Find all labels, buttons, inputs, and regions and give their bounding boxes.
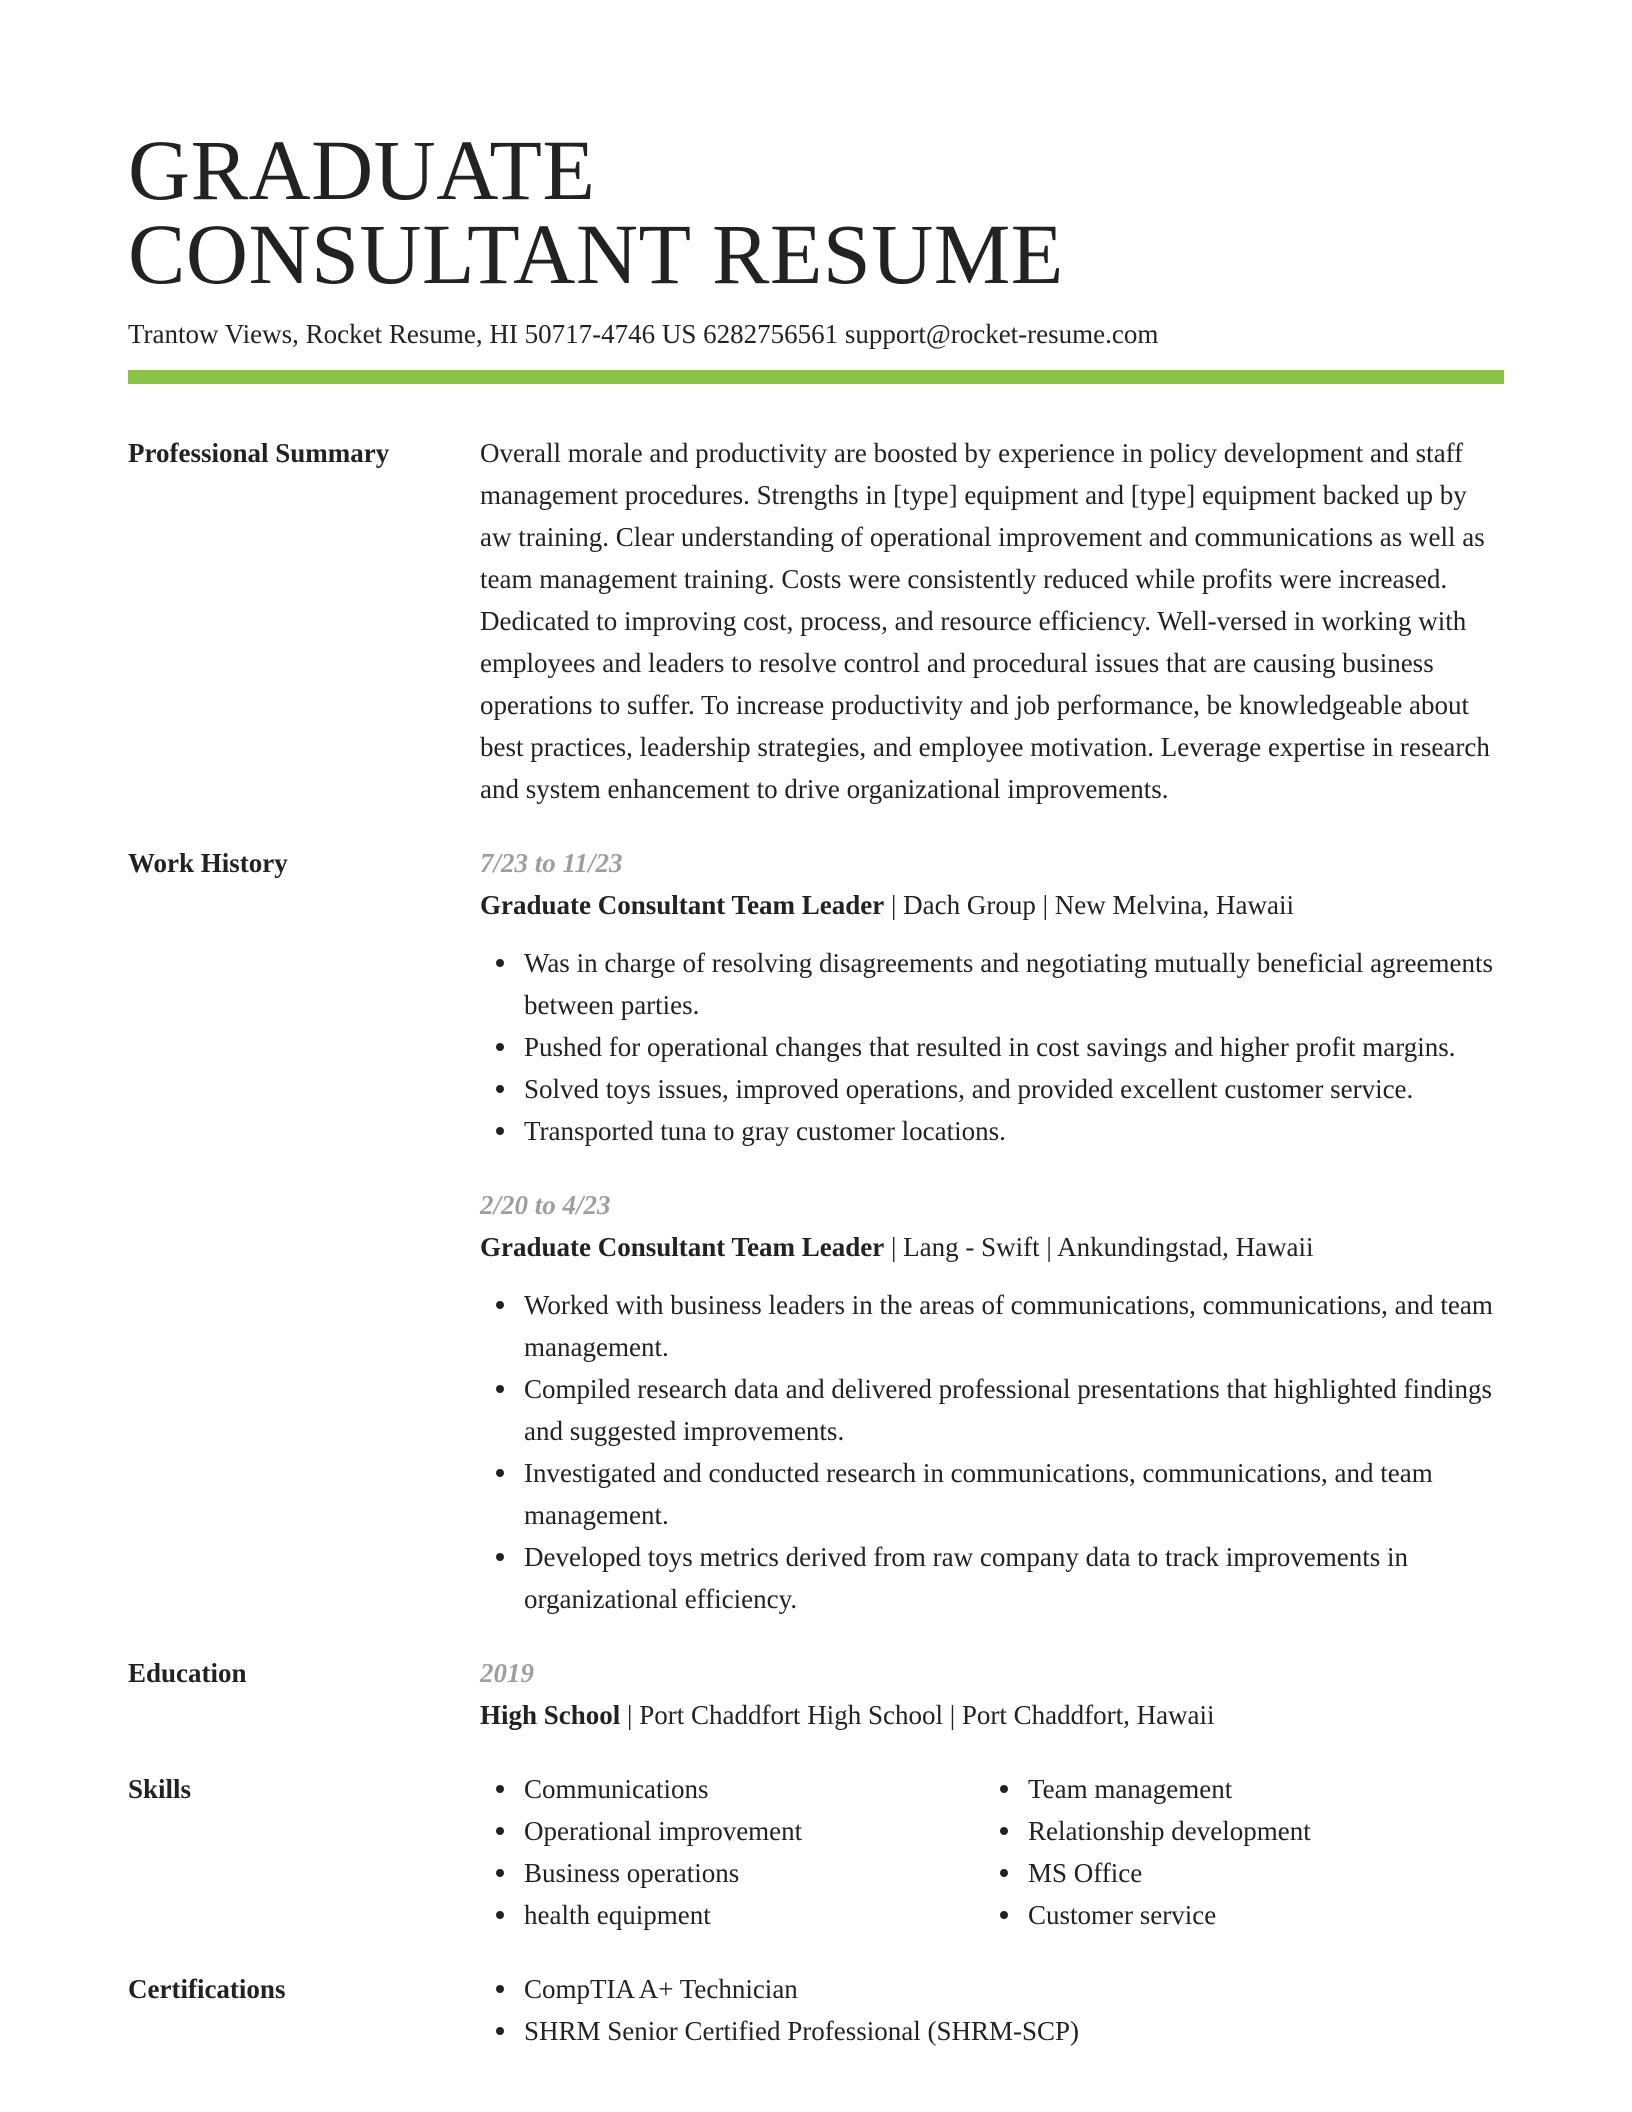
skills-column-2 [984, 1768, 1488, 1936]
certifications-section [128, 1968, 1504, 2052]
certifications-list [480, 1968, 1504, 2052]
education-details: | Port Chaddfort High School | Port Chaddfort, Hawaii [620, 1700, 1215, 1730]
job-entry [480, 1184, 1504, 1620]
summary-text: Overall morale and productivity are boosted by experience in policy development and staff management procedures. Strengths in [type] equipment and [type] equipment backed up by aw training. Clear understanding of operational improvement and communications as well as team management training. Costs were consistently reduced while profits were increased. Dedicated to improving cost, process, and resource efficiency. Well-versed in working with employees and leaders to resolve control and procedural issues that are causing business operations to suffer. To increase productivity and job performance, be knowledgeable about best practices, leadership strategies, and employee motivation. Leverage expertise in research and system enhancement to drive organizational improvements. [480, 438, 1490, 804]
summary-section [128, 432, 1504, 810]
job-bullet: Solved toys issues, improved operations, and provided excellent customer service. [480, 1068, 1504, 1110]
title-line-1: GRADUATE [128, 122, 596, 218]
education-date: 2019 [480, 1658, 534, 1688]
job-title: Graduate Consultant Team Leader [480, 890, 885, 920]
job-details: | Lang - Swift | Ankundingstad, Hawaii [884, 1232, 1314, 1262]
job-bullets [480, 1284, 1504, 1620]
job-bullet: Pushed for operational changes that resulted in cost savings and higher profit margins. [480, 1026, 1504, 1068]
education-section [128, 1652, 1504, 1736]
skills-grid [480, 1768, 1504, 1936]
work-history-label: Work History [128, 848, 288, 878]
skill-item: Business operations [480, 1852, 984, 1894]
contact-line: Trantow Views, Rocket Resume, HI 50717-4746 US 6282756561 support@rocket-resume.com [128, 319, 1159, 349]
job-bullet: Worked with business leaders in the areas of communications, communications, and team management. [480, 1284, 1504, 1368]
job-bullet: Transported tuna to gray customer locations. [480, 1110, 1504, 1152]
education-line [480, 1694, 1504, 1736]
job-title: Graduate Consultant Team Leader [480, 1232, 885, 1262]
title-line-2: CONSULTANT RESUME [128, 206, 1064, 302]
job-bullet: Was in charge of resolving disagreements and negotiating mutually beneficial agreements between parties. [480, 942, 1504, 1026]
certification-item: SHRM Senior Certified Professional (SHRM-SCP) [480, 2010, 1504, 2052]
job-bullet: Developed toys metrics derived from raw company data to track improvements in organizational efficiency. [480, 1536, 1504, 1620]
resume-title [128, 122, 1504, 302]
summary-label: Professional Summary [128, 438, 390, 468]
education-label: Education [128, 1658, 247, 1688]
skills-column-1 [480, 1768, 984, 1936]
skill-item: Relationship development [984, 1810, 1488, 1852]
certification-item: CompTIA A+ Technician [480, 1968, 1504, 2010]
job-role-line [480, 884, 1504, 926]
skill-item: Operational improvement [480, 1810, 984, 1852]
job-dates: 2/20 to 4/23 [480, 1190, 611, 1220]
work-history-section [128, 842, 1504, 1620]
skills-section [128, 1768, 1504, 1936]
job-dates: 7/23 to 11/23 [480, 848, 623, 878]
skill-item: Customer service [984, 1894, 1488, 1936]
job-bullet: Investigated and conducted research in communications, communications, and team management. [480, 1452, 1504, 1536]
job-role-line [480, 1226, 1504, 1268]
skill-item: Communications [480, 1768, 984, 1810]
accent-divider [128, 370, 1504, 384]
education-degree: High School [480, 1700, 621, 1730]
job-details: | Dach Group | New Melvina, Hawaii [884, 890, 1294, 920]
work-history-body [480, 842, 1504, 1620]
certifications-body [480, 1968, 1504, 2052]
job-bullet: Compiled research data and delivered professional presentations that highlighted findings and suggested improvements. [480, 1368, 1504, 1452]
resume-page [128, 0, 1504, 2052]
education-body [480, 1652, 1504, 1736]
skill-item: Team management [984, 1768, 1488, 1810]
skills-label: Skills [128, 1774, 192, 1804]
skill-item: MS Office [984, 1852, 1488, 1894]
job-bullets [480, 942, 1504, 1152]
skill-item: health equipment [480, 1894, 984, 1936]
certifications-label: Certifications [128, 1974, 286, 2004]
job-entry [480, 842, 1504, 1152]
